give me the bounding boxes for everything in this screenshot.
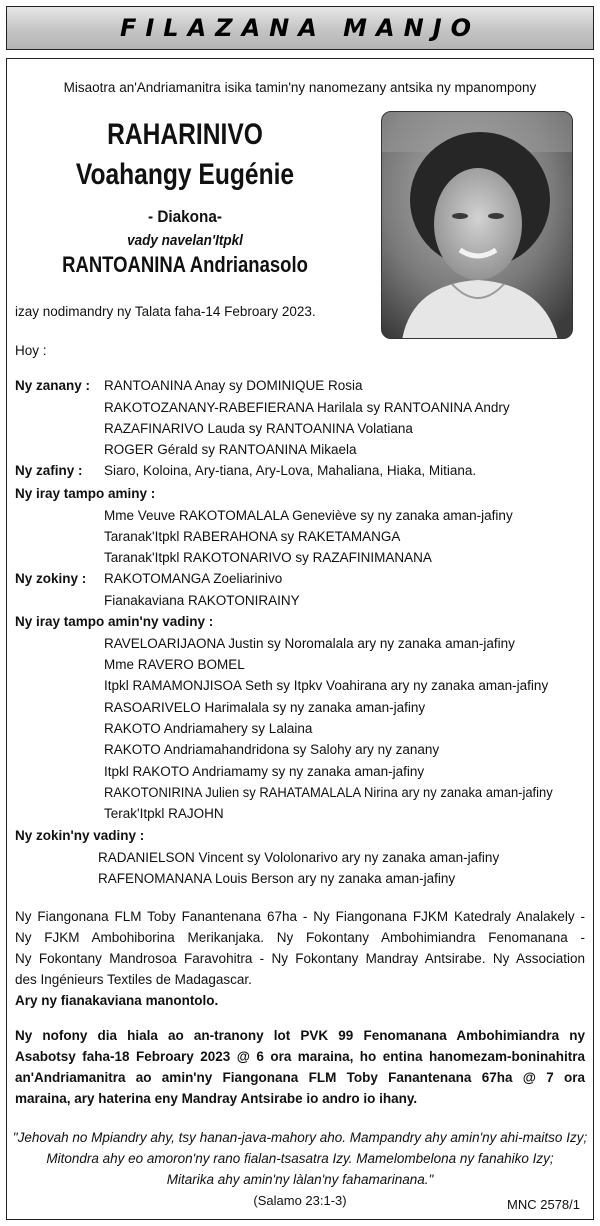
spouse-siblings-label: Ny iray tampo amin'ny vadiny : [15,614,214,629]
spouse-elders-label: Ny zokin'ny vadiny : [15,828,145,843]
deceased-role: - Diakona- [148,207,222,226]
hoy-label: Hoy : [15,343,47,358]
siblings-item: Taranak'Itpkl RAKOTONARIVO sy RAZAFINIMANANA [104,550,432,565]
elders-item: Fianakaviana RAKOTONIRAINY [104,593,300,608]
verse-line: Mitondra ahy eo amoron'ny rano fialan-tsasatra Izy. Mamelombelona ny fanahiko Izy; [46,1151,554,1166]
portrait-image [382,112,573,339]
spouse-elders-item: RADANIELSON Vincent sy Vololonarivo ary ny zanaka aman-jafiny [98,850,500,865]
children-item: ROGER Gérald sy RANTOANINA Mikaela [104,442,357,457]
verse-line: "Jehovah no Mpiandry ahy, tsy hanan-java-mahory aho. Mampandry ahy amin'ny ahi-maitso Izy; [12,1130,588,1145]
spouse-siblings-item: RAKOTO Andriamahandridona sy Salohy ary ny zanany [104,742,440,757]
children-item: RAKOTOZANANY-RABEFIERANA Harilala sy RANTOANINA Andry [104,400,510,415]
grandchildren-label: Ny zafiny : [15,463,83,478]
funeral-line: an'Andriamanitra ao amin'ny Fiangonana FLM Toby Fanantenana 67ha @ 7 ora [15,1070,585,1085]
family-closing: Ary ny fianakaviana manontolo. [15,993,219,1008]
spouse-siblings-item: Mme RAVERO BOMEL [104,657,245,672]
grandchildren-list: Siaro, Koloina, Ary-tiana, Ary-Lova, Mahaliana, Hiaka, Mitiana. [104,463,477,478]
spouse-siblings-item: Itpkl RAKOTO Andriamamy sy ny zanaka aman-jafiny [104,764,425,779]
spouse-siblings-item: Itpkl RAMAMONJISOA Seth sy Itpkv Voahirana ary ny zanaka aman-jafiny [104,678,549,693]
siblings-item: Mme Veuve RAKOTOMALALA Geneviève sy ny zanaka aman-jafiny [104,508,513,523]
banner-title: FILAZANA MANJO [119,14,481,42]
intro-text: Misaotra an'Andriamanitra isika tamin'ny nanomezany antsika ny mpanompony [63,80,537,95]
siblings-item: Taranak'Itpkl RABERAHONA sy RAKETAMANGA [104,529,401,544]
spouse-siblings-item: RAVELOARIJAONA Justin sy Noromalala ary ny zanaka aman-jafiny [104,636,515,651]
death-notice: izay nodimandry ny Talata faha-14 Febroary 2023. [15,304,316,319]
funeral-line: maraina, ary haterina eny Mandray Antsirabe io andro io ihany. [15,1091,418,1106]
verse-line: Mitarika ahy amin'ny làlan'ny fahamarinana." [166,1172,434,1187]
spouse-elders-item: RAFENOMANANA Louis Berson ary ny zanaka aman-jafiny [98,871,456,886]
banner [6,6,594,50]
notice-code: MNC 2578/1 [507,1197,580,1212]
spouse-label: vady navelan'Itpkl [127,232,243,249]
organizations-line: des Ingénieurs Textiles de Madagascar. [15,972,252,987]
spouse-siblings-item: RAKOTO Andriamahery sy Lalaina [104,721,313,736]
spouse-siblings-item: Terak'Itpkl RAJOHN [104,806,224,821]
spouse-siblings-item: RAKOTONIRINA Julien sy RAHATAMALALA Nirina ary ny zanaka aman-jafiny [104,785,553,800]
funeral-line: Ny nofony dia hiala ao an-tranony lot PVK 99 Fenomanana Ambohimiandra ny [15,1028,585,1043]
funeral-line: Asabotsy faha-18 Febroary 2023 @ 6 ora maraina, ho entina hanomezam-boninahitra [15,1049,585,1064]
spouse-name: RANTOANINA Andrianasolo [62,252,308,277]
portrait-photo [381,111,573,339]
deceased-surname: RAHARINIVO [107,118,263,151]
children-item: RANTOANINA Anay sy DOMINIQUE Rosia [104,378,363,393]
organizations-paragraph [15,906,585,1011]
children-item: RAZAFINARIVO Lauda sy RANTOANINA Volatiana [104,421,413,436]
elders-label: Ny zokiny : [15,571,87,586]
elders-item: RAKOTOMANGA Zoeliarinivo [104,571,283,586]
deceased-given-names: Voahangy Eugénie [75,158,295,191]
funeral-paragraph [15,1025,585,1109]
verse-reference: (Salamo 23:1-3) [253,1193,347,1208]
spouse-siblings-item: RASOARIVELO Harimalala sy ny zanaka aman-jafiny [104,700,426,715]
organizations-line: Ny Fiangonana FLM Toby Fanantenana 67ha - Ny Fiangonana FJKM Katedraly Analakely - [15,909,585,924]
children-label: Ny zanany : [15,378,91,393]
organizations-line: Ny Fokontany Mandrosoa Faravohitra - Ny Fokontany Mandray Antsirabe. Ny Association [15,951,585,966]
siblings-label: Ny iray tampo aminy : [15,486,156,501]
organizations-line: Ny FJKM Ambohiborina Merikanjaka. Ny Fokontany Ambohimiandra Fenomanana - [15,930,585,945]
